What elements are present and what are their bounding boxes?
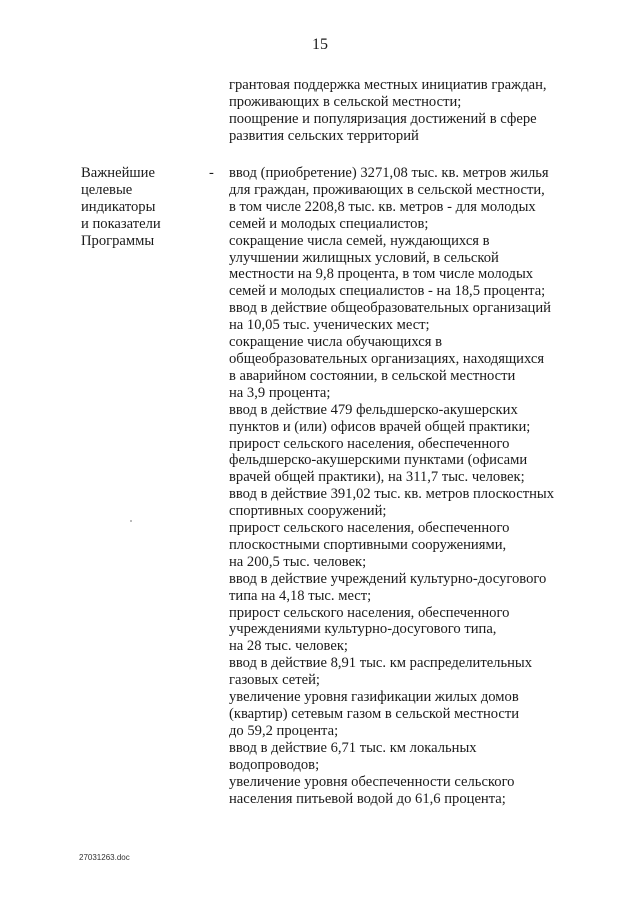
label-line: Важнейшие xyxy=(81,165,155,181)
indicator-line: на 28 тыс. человек; xyxy=(229,638,348,655)
text-line: развития сельских территорий xyxy=(229,127,419,144)
indicator-line: ввод (приобретение) 3271,08 тыс. кв. метров жилья xyxy=(229,165,549,181)
indicator-line: пунктов и (или) офисов врачей общей практики; xyxy=(229,418,531,435)
indicator-line: ввод в действие 391,02 тыс. кв. метров плоскостных xyxy=(229,486,554,503)
intro-text-block xyxy=(229,77,589,145)
text-line: проживающих в сельской местности; xyxy=(229,93,462,110)
indicator-line: фельдшерско-акушерскими пунктами (офисами xyxy=(229,452,528,469)
indicator-line: улучшении жилищных условий, в сельской xyxy=(229,249,499,266)
indicator-line: в аварийном состоянии, в сельской местности xyxy=(229,367,516,384)
indicator-line: учреждениями культурно-досугового типа, xyxy=(229,621,497,638)
indicator-line: спортивных сооружений; xyxy=(229,503,387,520)
scan-speck xyxy=(130,520,132,522)
section-label xyxy=(81,165,161,250)
indicator-line: врачей общей практики), на 311,7 тыс. человек; xyxy=(229,469,525,486)
indicator-line: для граждан, проживающих в сельской местности, xyxy=(229,181,545,198)
label-line: Программы xyxy=(81,232,155,249)
indicator-line: водопроводов; xyxy=(229,756,320,773)
indicator-line: семей и молодых специалистов - на 18,5 процента; xyxy=(229,283,546,300)
indicator-line: прирост сельского населения, обеспеченного xyxy=(229,604,510,621)
indicator-line: прирост сельского населения, обеспеченного xyxy=(229,435,510,452)
page-number: 15 xyxy=(312,36,328,53)
indicator-line: ввод в действие учреждений культурно-досугового xyxy=(229,570,547,587)
indicator-line: сокращение числа обучающихся в xyxy=(229,334,442,351)
indicator-line: сокращение числа семей, нуждающихся в xyxy=(229,232,490,249)
indicator-line: на 3,9 процента; xyxy=(229,384,331,401)
indicator-line: типа на 4,18 тыс. мест; xyxy=(229,587,372,604)
label-dash: - xyxy=(209,165,214,181)
indicator-line: ввод в действие 8,91 тыс. км распределительных xyxy=(229,655,533,672)
document-code: 27031263.doc xyxy=(79,853,130,862)
indicator-line: семей и молодых специалистов; xyxy=(229,215,429,232)
indicator-line: на 200,5 тыс. человек; xyxy=(229,553,367,570)
indicator-line: ввод в действие 479 фельдшерско-акушерских xyxy=(229,401,518,418)
text-line: поощрение и популяризация достижений в сфере xyxy=(229,110,537,127)
indicator-line: увеличение уровня обеспеченности сельского xyxy=(229,773,515,790)
indicator-line: в том числе 2208,8 тыс. кв. метров - для молодых xyxy=(229,198,536,215)
indicator-line: населения питьевой водой до 61,6 процента; xyxy=(229,790,506,807)
label-line: целевые xyxy=(81,181,133,198)
indicator-line: газовых сетей; xyxy=(229,672,320,689)
indicator-line: на 10,05 тыс. ученических мест; xyxy=(229,317,430,334)
indicator-line: прирост сельского населения, обеспеченного xyxy=(229,520,510,537)
indicator-line: (квартир) сетевым газом в сельской местности xyxy=(229,706,520,722)
label-line: индикаторы xyxy=(81,198,156,215)
indicator-line: ввод в действие 6,71 тыс. км локальных xyxy=(229,739,477,756)
indicators-text-block xyxy=(229,165,589,807)
indicator-line: увеличение уровня газификации жилых домов xyxy=(229,689,519,706)
indicator-line: плоскостными спортивными сооружениями, xyxy=(229,536,507,553)
indicator-line: общеобразовательных организациях, находящихся xyxy=(229,350,545,367)
indicator-line: местности на 9,8 процента, в том числе молодых xyxy=(229,266,534,283)
label-line: и показатели xyxy=(81,215,161,232)
indicator-line: до 59,2 процента; xyxy=(229,722,339,739)
indicator-line: ввод в действие общеобразовательных организаций xyxy=(229,300,551,317)
text-line: грантовая поддержка местных инициатив граждан, xyxy=(229,77,547,93)
